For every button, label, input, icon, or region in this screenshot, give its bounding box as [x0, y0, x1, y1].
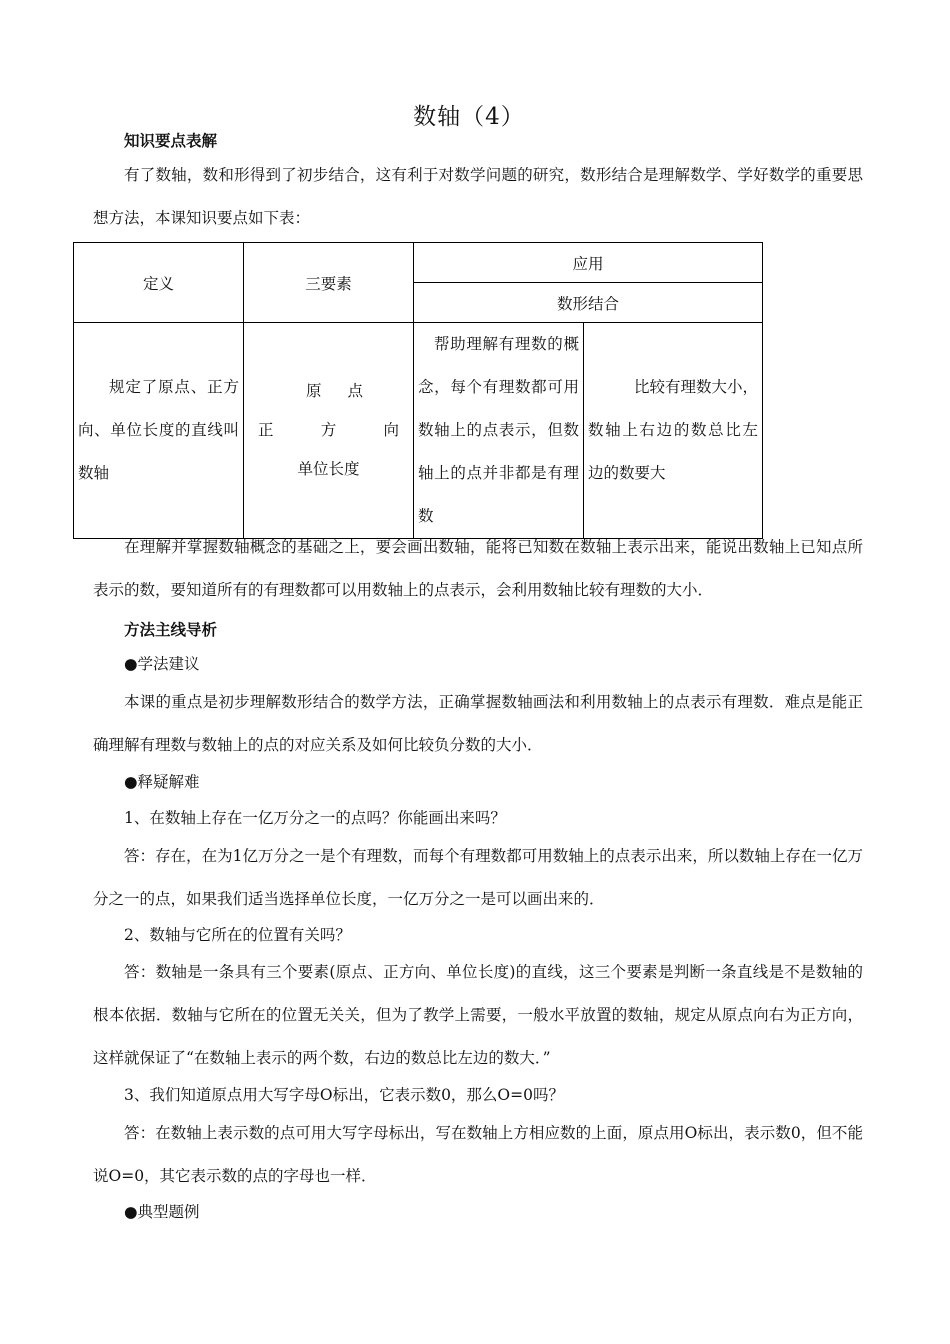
answer-3: 答：在数轴上表示数的点可用大写字母标出，写在数轴上方相应数的上面，原点用O标出，表示数0，但不能说O=0，其它表示数的点的字母也一样． [93, 1124, 863, 1185]
bullet-study-advice: ●学法建议 [124, 655, 200, 673]
cell-definition [74, 323, 244, 539]
element-direction-char1: 正 [258, 421, 274, 439]
bullet-examples: ●典型题例 [124, 1203, 200, 1221]
element-direction-char3: 向 [383, 421, 399, 439]
element-origin [248, 372, 409, 411]
header-definition: 定义 [74, 243, 244, 323]
three-elements-list [248, 372, 409, 489]
apply-concept-text: 帮助理解有理数的概念，每个有理数都可用数轴上的点表示，但数轴上的点并非都是有理数 [418, 335, 579, 525]
header-three-elements: 三要素 [244, 243, 414, 323]
definition-text: 规定了原点、正方向、单位长度的直线叫数轴 [78, 378, 239, 482]
section-heading-method: 方法主线导析 [124, 620, 218, 639]
apply-compare-text: 比较有理数大小，数轴上右边的数总比左边的数要大 [588, 378, 759, 482]
element-direction-char2: 方 [320, 421, 337, 439]
question-1: 1、在数轴上存在一亿万分之一的点吗？你能画出来吗？ [124, 809, 506, 827]
cell-apply-concept [414, 323, 584, 539]
cell-apply-compare [584, 323, 763, 539]
cell-three-elements [244, 323, 414, 539]
header-number-shape: 数形结合 [414, 283, 763, 323]
element-unit-length: 单位长度 [297, 460, 360, 478]
advice-paragraph: 本课的重点是初步理解数形结合的数学方法，正确掌握数轴画法和利用数轴上的点表示有理数．难点是能正确理解有理数与数轴上的点的对应关系及如何比较负分数的大小． [93, 693, 863, 754]
after-table-paragraph: 在理解并掌握数轴概念的基础之上，要会画出数轴，能将已知数在数轴上表示出来，能说出数轴上已知点所表示的数，要知道所有的有理数都可以用数轴上的点表示，会利用数轴比较有理数的大小． [93, 538, 863, 599]
element-origin-char1: 原 [306, 382, 322, 400]
element-origin-char2: 点 [347, 382, 363, 400]
bullet-clarify: ●释疑解难 [124, 773, 200, 791]
question-3: 3、我们知道原点用大写字母O标出，它表示数0，那么O=0吗？ [124, 1086, 564, 1104]
knowledge-table [73, 242, 763, 539]
element-direction [248, 411, 409, 450]
answer-1: 答：存在，在为1亿万分之一是个有理数，而每个有理数都可用数轴上的点表示出来，所以数轴上存在一亿万分之一的点，如果我们适当选择单位长度，一亿万分之一是可以画出来的． [93, 847, 863, 908]
header-application: 应用 [414, 243, 763, 283]
page-title: 数轴（4） [413, 104, 525, 130]
answer-2: 答：数轴是一条具有三个要素(原点、正方向、单位长度)的直线，这三个要素是判断一条直线是不是数轴的根本依据．数轴与它所在的位置无关关，但为了教学上需要，一般水平放置的数轴，规定从原点向右为正方向，这样就保证了“在数轴上表示的两个数，右边的数总比左边的数大．” [93, 963, 863, 1067]
section-heading-knowledge: 知识要点表解 [124, 131, 218, 150]
intro-paragraph: 有了数轴，数和形得到了初步结合，这有利于对数学问题的研究，数形结合是理解数学、学好数学的重要思想方法，本课知识要点如下表： [93, 166, 863, 227]
question-2: 2、数轴与它所在的位置有关吗？ [124, 926, 351, 944]
